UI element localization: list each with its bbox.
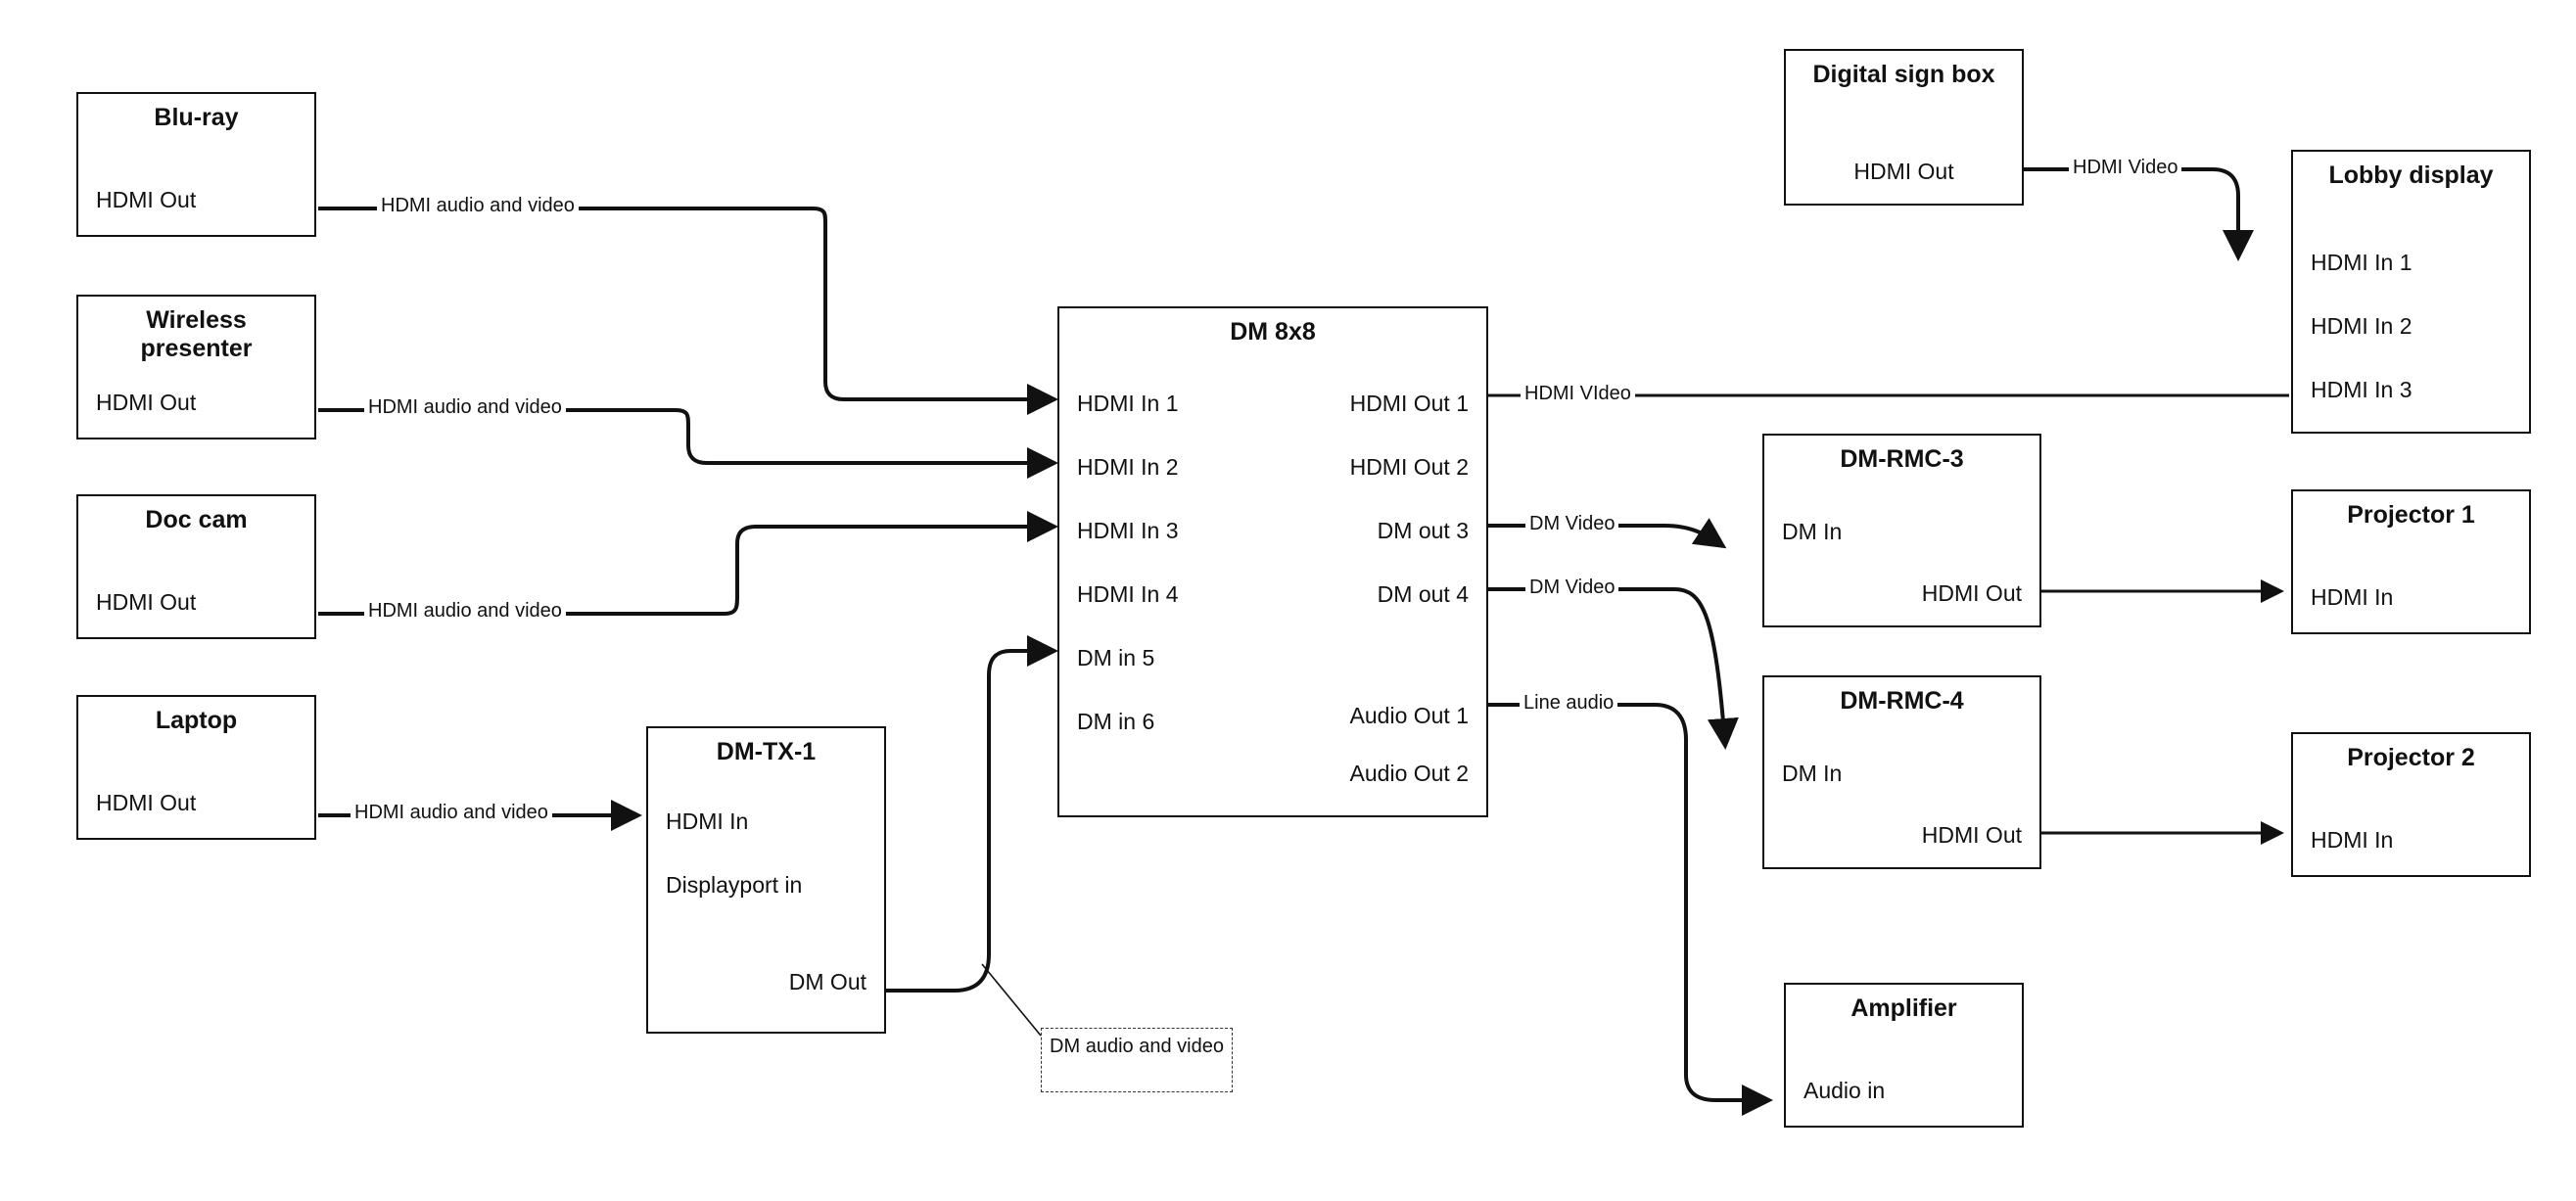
node-dm-8x8-input-1: HDMI In 1	[1077, 391, 1179, 416]
node-bluray-port-hdmi-out: HDMI Out	[96, 187, 197, 212]
node-dm-8x8-input-3: HDMI In 3	[1077, 518, 1179, 543]
node-digital-sign-box[interactable]	[1784, 49, 2024, 206]
node-projector-1-title: Projector 1	[2347, 501, 2475, 529]
node-laptop[interactable]	[76, 695, 316, 840]
node-dm-tx-1-port-hdmi-in: HDMI In	[666, 808, 749, 834]
node-digital-sign-box-title: Digital sign box	[1812, 61, 1995, 88]
node-doc-cam-title: Doc cam	[145, 506, 248, 533]
node-dm-8x8-output-1: HDMI Out 1	[1349, 391, 1469, 416]
node-laptop-title: Laptop	[155, 707, 238, 734]
node-projector-1[interactable]	[2291, 489, 2531, 634]
node-dm-tx-1-port-displayport-in: Displayport in	[666, 872, 803, 898]
node-dm-8x8-output-audio-1: Audio Out 1	[1349, 703, 1469, 728]
node-dm-8x8-output-audio-2: Audio Out 2	[1349, 761, 1469, 786]
node-projector-2[interactable]	[2291, 732, 2531, 877]
node-amplifier-title: Amplifier	[1850, 994, 1957, 1022]
node-dm-8x8-output-3: DM out 3	[1377, 518, 1469, 543]
node-projector-1-port-hdmi-in: HDMI In	[2311, 584, 2394, 610]
node-dm-rmc-4-port-dm-in: DM In	[1782, 761, 1843, 786]
node-amplifier-port-audio-in: Audio in	[1803, 1078, 1886, 1103]
node-dm-rmc-3-port-hdmi-out: HDMI Out	[1921, 580, 2022, 606]
edge-label-bluray-to-dm: HDMI audio and video	[377, 194, 579, 218]
node-lobby-display-port-in-1: HDMI In 1	[2311, 250, 2412, 275]
node-dm-rmc-3-title: DM-RMC-3	[1840, 445, 1964, 473]
node-wireless-presenter-port-hdmi-out: HDMI Out	[96, 390, 197, 415]
node-bluray[interactable]	[76, 92, 316, 237]
node-wireless-presenter[interactable]	[76, 295, 316, 439]
node-lobby-display-port-in-3: HDMI In 3	[2311, 377, 2412, 402]
node-dm-tx-1[interactable]	[646, 726, 886, 1034]
node-digital-sign-box-port-hdmi-out: HDMI Out	[1853, 159, 1954, 184]
node-lobby-display-title: Lobby display	[2328, 162, 2494, 189]
node-dm-8x8-title: DM 8x8	[1230, 318, 1316, 346]
edge-label-dm-out4-to-rmc4: DM Video	[1525, 576, 1618, 600]
node-dm-8x8-input-6: DM in 6	[1077, 709, 1155, 734]
node-dm-8x8-input-2: HDMI In 2	[1077, 454, 1179, 480]
node-wireless-presenter-title: Wireless presenter	[140, 306, 253, 362]
edge-label-dm-audio-to-amp: Line audio	[1520, 691, 1617, 716]
node-dm-rmc-4[interactable]	[1762, 675, 2041, 869]
node-dm-rmc-3-port-dm-in: DM In	[1782, 519, 1843, 544]
node-doc-cam[interactable]	[76, 494, 316, 639]
node-dm-8x8-input-4: HDMI In 4	[1077, 581, 1179, 607]
node-projector-2-port-hdmi-in: HDMI In	[2311, 827, 2394, 853]
node-lobby-display-port-in-2: HDMI In 2	[2311, 313, 2412, 339]
node-dm-rmc-4-port-hdmi-out: HDMI Out	[1921, 822, 2022, 848]
node-lobby-display[interactable]	[2291, 150, 2531, 434]
node-dm-8x8[interactable]	[1057, 306, 1488, 817]
node-doc-cam-port-hdmi-out: HDMI Out	[96, 589, 197, 615]
node-bluray-title: Blu-ray	[154, 104, 239, 131]
edge-label-doccam-to-dm: HDMI audio and video	[364, 599, 566, 624]
note-dm-tx-link: DM audio and video	[1041, 1028, 1233, 1092]
node-dm-8x8-output-4: DM out 4	[1377, 581, 1469, 607]
node-dm-8x8-input-5: DM in 5	[1077, 645, 1155, 670]
node-dm-tx-1-port-dm-out: DM Out	[788, 969, 866, 994]
node-dm-tx-1-title: DM-TX-1	[716, 738, 817, 765]
node-dm-rmc-4-title: DM-RMC-4	[1840, 687, 1964, 715]
node-dm-8x8-output-2: HDMI Out 2	[1349, 454, 1469, 480]
edge-label-wireless-to-dm: HDMI audio and video	[364, 395, 566, 420]
edge-label-sign-to-lobby: HDMI Video	[2069, 156, 2181, 180]
node-dm-rmc-3[interactable]	[1762, 434, 2041, 627]
edge-label-dm-out1-to-lobby: HDMI VIdeo	[1521, 382, 1635, 406]
node-amplifier[interactable]	[1784, 983, 2024, 1128]
edge-label-laptop-to-tx: HDMI audio and video	[351, 801, 552, 825]
node-laptop-port-hdmi-out: HDMI Out	[96, 790, 197, 815]
node-projector-2-title: Projector 2	[2347, 744, 2475, 771]
edge-label-dm-out3-to-rmc3: DM Video	[1525, 512, 1618, 536]
